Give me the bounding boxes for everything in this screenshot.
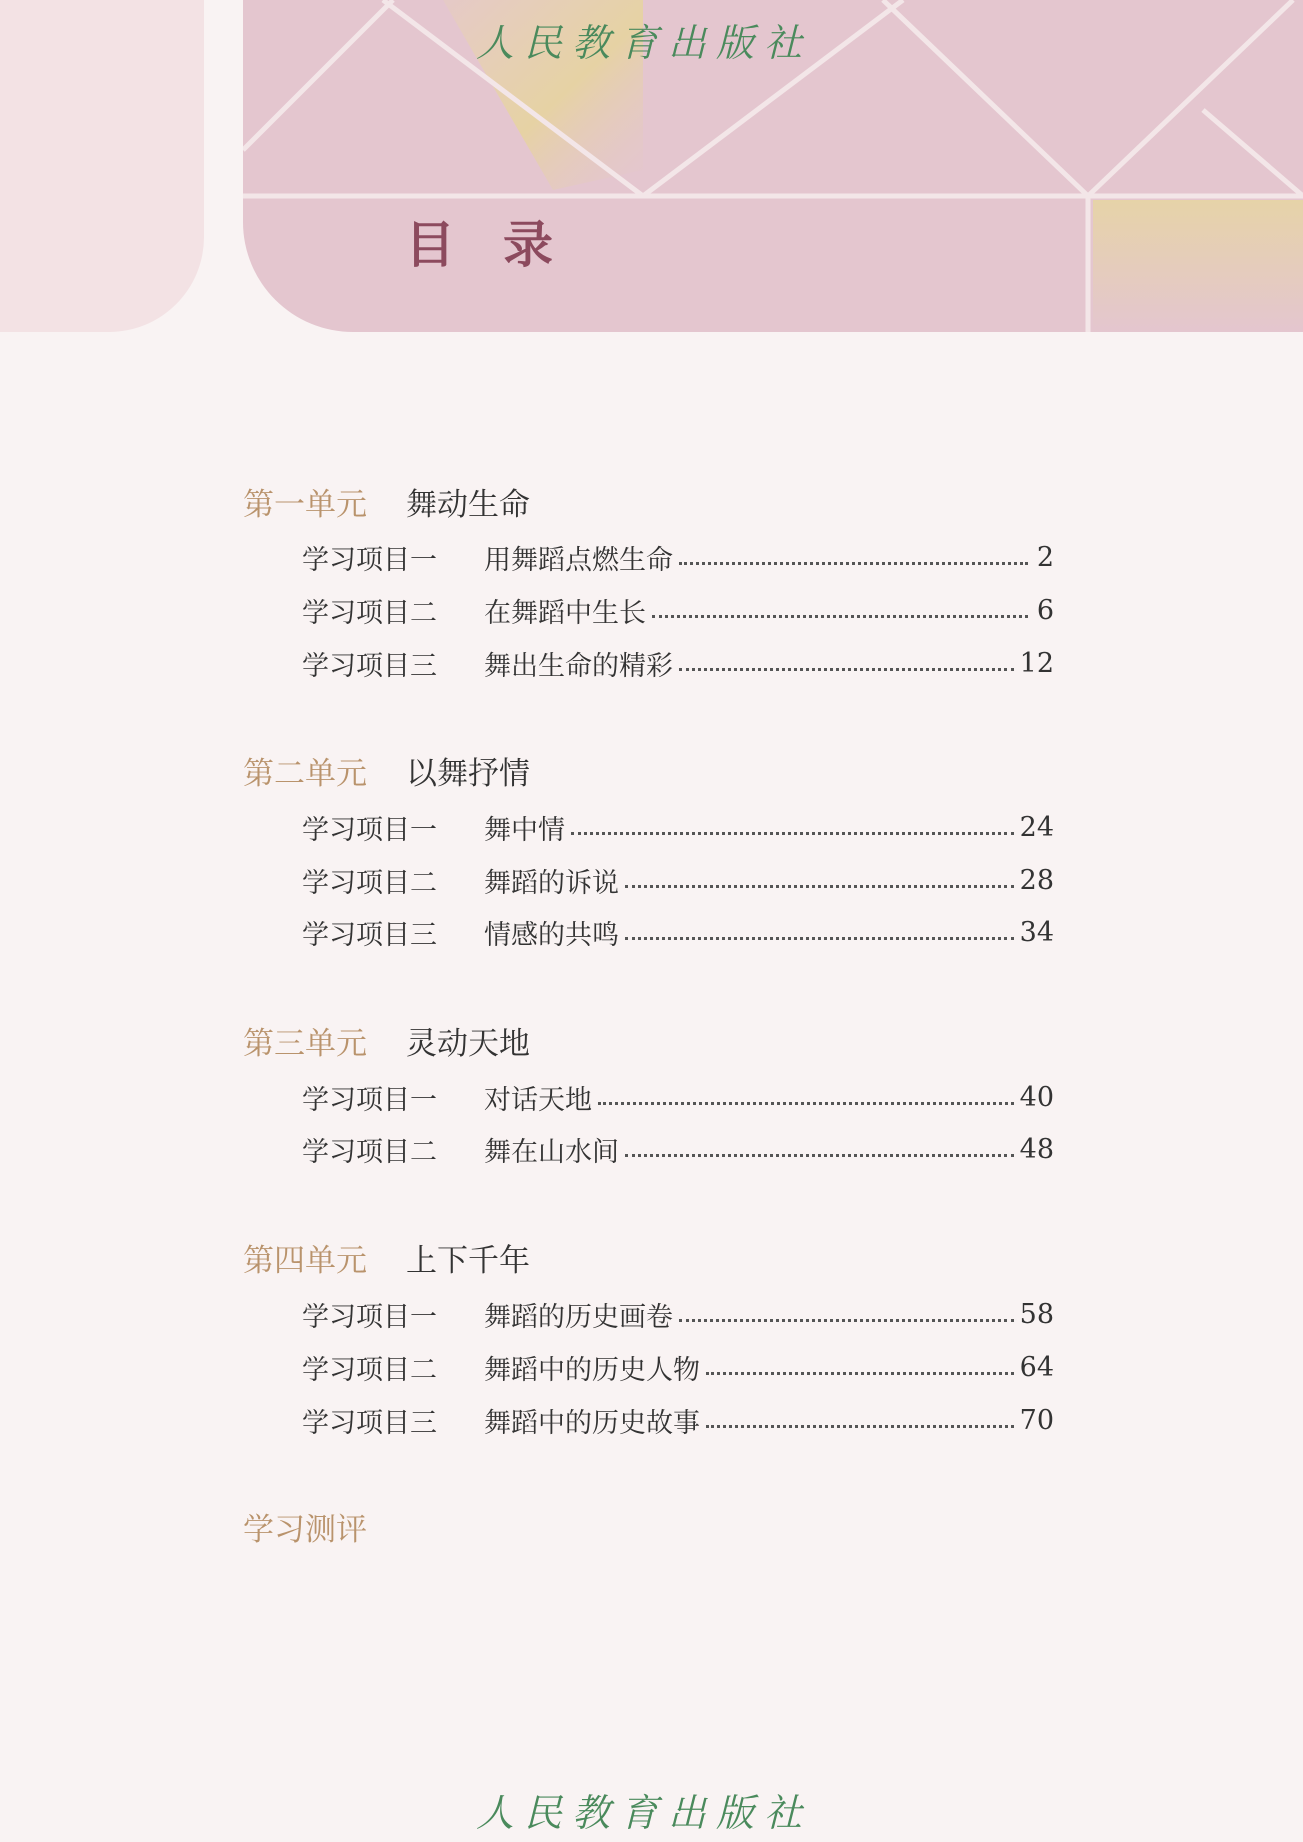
entry-name: 舞蹈中的历史故事 — [484, 1407, 700, 1439]
entry-name: 舞出生命的精彩 — [484, 650, 673, 682]
entry-page: 34 — [1019, 916, 1054, 948]
publisher-logo-top: 人民教育出版社 — [476, 21, 813, 65]
unit-heading — [243, 479, 530, 523]
dot-leader — [706, 1372, 1014, 1375]
page-title: 目录 — [405, 215, 601, 274]
toc-entry[interactable] — [302, 643, 1054, 683]
entry-name: 用舞蹈点燃生命 — [484, 544, 673, 576]
toc-entry[interactable] — [302, 807, 1054, 847]
toc-entry[interactable] — [302, 1347, 1054, 1387]
entry-name: 舞在山水间 — [484, 1136, 619, 1168]
dot-leader — [571, 832, 1014, 835]
entry-page: 70 — [1019, 1404, 1054, 1436]
entry-label: 学习项目三 — [302, 919, 437, 951]
entry-page: 40 — [1019, 1081, 1054, 1113]
toc-entry[interactable] — [302, 537, 1054, 577]
entry-name: 舞中情 — [484, 814, 565, 846]
entry-label: 学习项目三 — [302, 1407, 437, 1439]
entry-label: 学习项目一 — [302, 1301, 437, 1333]
unit-number: 第三单元 — [243, 1025, 367, 1062]
toc-entry[interactable] — [302, 1077, 1054, 1117]
entry-name: 舞蹈中的历史人物 — [484, 1354, 700, 1386]
entry-name: 舞蹈的历史画卷 — [484, 1301, 673, 1333]
entry-label: 学习项目二 — [302, 1136, 437, 1168]
unit-name: 灵动天地 — [406, 1025, 530, 1062]
entry-page: 48 — [1019, 1133, 1054, 1165]
entry-page: 12 — [1019, 647, 1054, 679]
entry-name: 对话天地 — [484, 1084, 592, 1116]
entry-page: 58 — [1019, 1298, 1054, 1330]
unit-heading — [243, 1235, 530, 1279]
entry-label: 学习项目一 — [302, 1084, 437, 1116]
dot-leader — [598, 1102, 1014, 1105]
toc-entry[interactable] — [302, 860, 1054, 900]
entry-page: 24 — [1019, 811, 1054, 843]
toc-entry[interactable] — [302, 1400, 1054, 1440]
unit-heading — [243, 748, 530, 792]
unit-name: 以舞抒情 — [406, 755, 530, 792]
toc-entry[interactable] — [302, 1129, 1054, 1169]
unit-name: 上下千年 — [406, 1242, 530, 1279]
entry-label: 学习项目一 — [302, 544, 437, 576]
entry-page: 6 — [1036, 594, 1054, 626]
dot-leader — [679, 1319, 1014, 1322]
assessment-link[interactable]: 学习测评 — [243, 1512, 367, 1548]
dot-leader — [679, 562, 1028, 565]
corner-decoration — [0, 0, 204, 332]
dot-leader — [625, 885, 1014, 888]
unit-heading — [243, 1018, 530, 1062]
unit-number: 第四单元 — [243, 1242, 367, 1279]
publisher-logo-bottom: 人民教育出版社 — [476, 1791, 813, 1835]
toc-entry[interactable] — [302, 912, 1054, 952]
entry-name: 舞蹈的诉说 — [484, 867, 619, 899]
entry-label: 学习项目二 — [302, 867, 437, 899]
entry-name: 在舞蹈中生长 — [484, 597, 646, 629]
unit-number: 第二单元 — [243, 755, 367, 792]
entry-label: 学习项目二 — [302, 597, 437, 629]
entry-page: 64 — [1019, 1351, 1054, 1383]
entry-label: 学习项目三 — [302, 650, 437, 682]
dot-leader — [625, 1154, 1014, 1157]
toc-entry[interactable] — [302, 590, 1054, 630]
entry-label: 学习项目二 — [302, 1354, 437, 1386]
dot-leader — [679, 668, 1014, 671]
entry-label: 学习项目一 — [302, 814, 437, 846]
unit-name: 舞动生命 — [406, 486, 530, 523]
toc-entry[interactable] — [302, 1294, 1054, 1334]
dot-leader — [706, 1425, 1014, 1428]
dot-leader — [625, 937, 1014, 940]
entry-name: 情感的共鸣 — [484, 919, 619, 951]
unit-number: 第一单元 — [243, 486, 367, 523]
entry-page: 28 — [1019, 864, 1054, 896]
dot-leader — [652, 615, 1028, 618]
entry-page: 2 — [1036, 541, 1054, 573]
